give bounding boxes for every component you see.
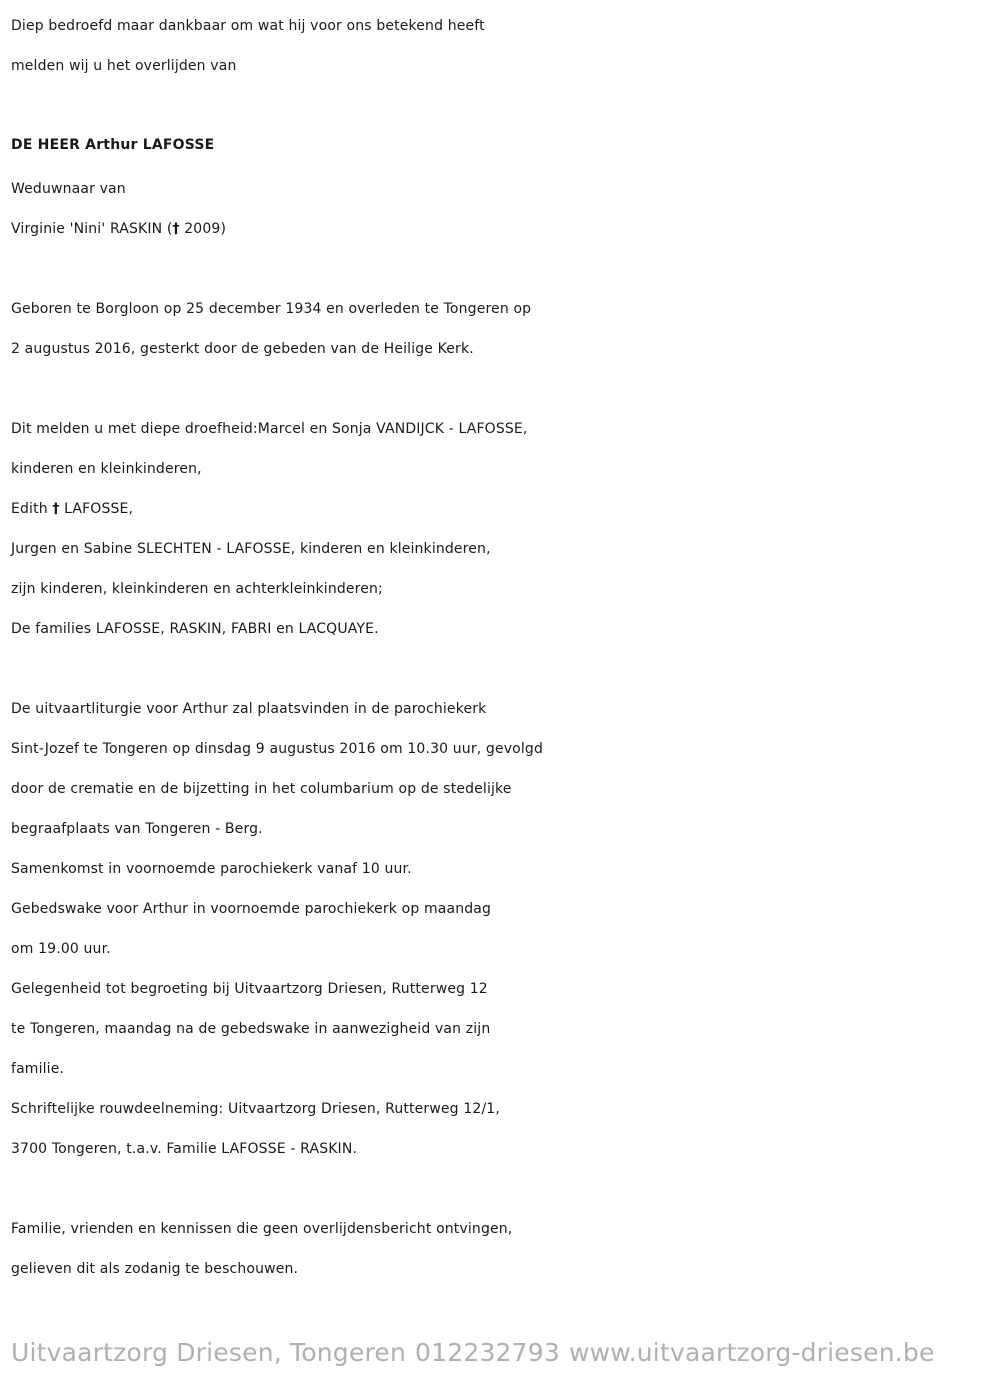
family-line: Jurgen en Sabine SLECHTEN - LAFOSSE, kinderen en kleinkinderen, (11, 541, 491, 557)
spouse-line (11, 209, 996, 249)
spacer (11, 649, 996, 689)
edith-name: Edith (11, 501, 53, 517)
widower-line: Weduwnaar van (11, 181, 126, 197)
ceremony-line: Gebedswake voor Arthur in voornoemde parochiekerk op maandag (11, 901, 492, 917)
family-line (11, 489, 996, 529)
spacer (11, 1169, 996, 1209)
ceremony-line: Schriftelijke rouwdeelneming: Uitvaartzorg Driesen, Rutterweg 12/1, (11, 1101, 500, 1117)
ceremony-line: Sint-Jozef te Tongeren op dinsdag 9 augustus 2016 om 10.30 uur, gevolgd (11, 741, 543, 757)
birth-death-line: Geboren te Borgloon op 25 december 1934 en overleden te Tongeren op (11, 301, 532, 317)
family-line: zijn kinderen, kleinkinderen en achterkleinkinderen; (11, 581, 383, 597)
cross-icon: † (172, 221, 180, 237)
closing-line: gelieven dit als zodanig te beschouwen. (11, 1261, 299, 1277)
spacer (11, 369, 996, 409)
cross-icon: † (52, 501, 60, 517)
edith-surname: LAFOSSE, (59, 501, 134, 517)
death-notice (11, 6, 996, 1289)
closing-line: Familie, vrienden en kennissen die geen overlijdensbericht ontvingen, (11, 1221, 513, 1237)
ceremony-line: Gelegenheid tot begroeting bij Uitvaartzorg Driesen, Rutterweg 12 (11, 981, 488, 997)
family-line: De families LAFOSSE, RASKIN, FABRI en LACQUAYE. (11, 621, 379, 637)
ceremony-line: 3700 Tongeren, t.a.v. Familie LAFOSSE - RASKIN. (11, 1141, 358, 1157)
ceremony-line: familie. (11, 1061, 65, 1077)
intro-line: Diep bedroefd maar dankbaar om wat hij voor ons betekend heeft (11, 18, 485, 34)
ceremony-line: begraafplaats van Tongeren - Berg. (11, 821, 263, 837)
ceremony-line: om 19.00 uur. (11, 941, 111, 957)
footer (11, 1333, 935, 1373)
birth-death-line: 2 augustus 2016, gesterkt door de gebeden van de Heilige Kerk. (11, 341, 474, 357)
footer-company: Uitvaartzorg Driesen, Tongeren (11, 1338, 407, 1367)
footer-phone: 012232793 (415, 1338, 560, 1367)
footer-website: www.uitvaartzorg-driesen.be (568, 1338, 935, 1367)
ceremony-line: te Tongeren, maandag na de gebedswake in aanwezigheid van zijn (11, 1021, 491, 1037)
spacer (11, 249, 996, 289)
family-line: kinderen en kleinkinderen, (11, 461, 202, 477)
spouse-text: Virginie 'Nini' RASKIN ( (11, 221, 173, 237)
intro-line: melden wij u het overlijden van (11, 58, 237, 74)
ceremony-line: door de crematie en de bijzetting in het columbarium op de stedelijke (11, 781, 512, 797)
ceremony-line: De uitvaartliturgie voor Arthur zal plaatsvinden in de parochiekerk (11, 701, 487, 717)
ceremony-line: Samenkomst in voornoemde parochiekerk vanaf 10 uur. (11, 861, 412, 877)
family-line: Dit melden u met diepe droefheid:Marcel en Sonja VANDIJCK - LAFOSSE, (11, 421, 528, 437)
spouse-year: 2009) (179, 221, 227, 237)
deceased-name: DE HEER Arthur LAFOSSE (11, 137, 215, 153)
